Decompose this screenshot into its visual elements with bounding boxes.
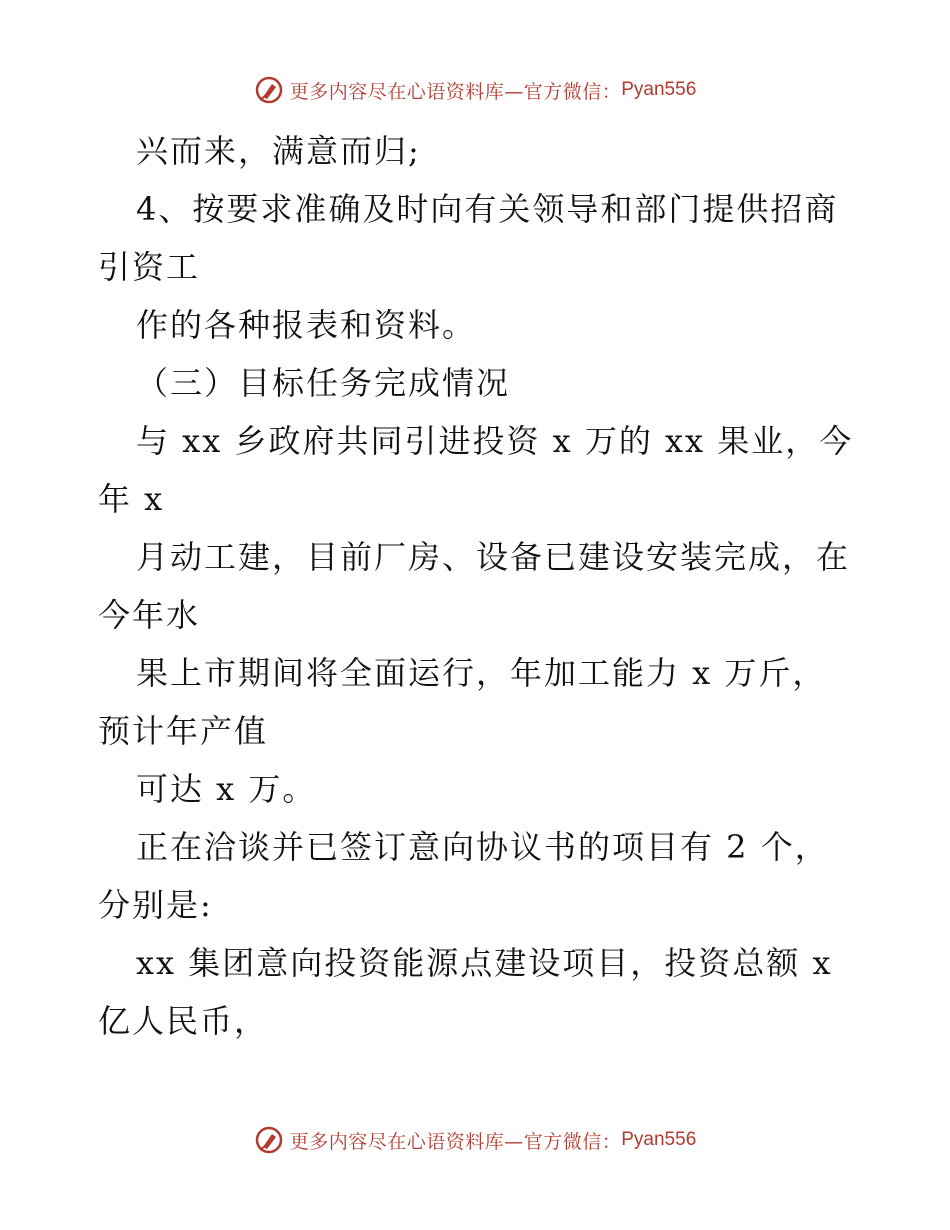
text-line: 可达 x 万。 bbox=[136, 770, 317, 808]
section-heading: （三）目标任务完成情况 bbox=[136, 364, 511, 402]
text-line: 月动工建，目前厂房、设备已建设安装完成，在 bbox=[136, 538, 851, 576]
text-line: 引资工 bbox=[98, 248, 201, 286]
text-line: 今年水 bbox=[98, 596, 201, 634]
text-line: 年 x bbox=[98, 480, 165, 518]
footer-banner-text: 更多内容尽在心语资料库—官方微信： bbox=[289, 1130, 622, 1153]
pen-nib-logo-icon bbox=[254, 1125, 284, 1155]
header-wechat-id: Pyan556 bbox=[621, 79, 697, 100]
header-banner bbox=[0, 70, 950, 110]
text-line: 果上市期间将全面运行，年加工能力 x 万斤， bbox=[136, 654, 827, 692]
text-line: 预计年产值 bbox=[98, 712, 269, 750]
text-line: xx 集团意向投资能源点建设项目，投资总额 x bbox=[136, 944, 833, 982]
footer-banner bbox=[0, 1120, 950, 1160]
footer-wechat-id: Pyan556 bbox=[621, 1129, 697, 1150]
text-line: 4、按要求准确及时向有关领导和部门提供招商 bbox=[136, 190, 839, 228]
document-body bbox=[98, 122, 878, 1050]
header-banner-text: 更多内容尽在心语资料库—官方微信： bbox=[289, 80, 622, 103]
text-line: 作的各种报表和资料。 bbox=[136, 306, 477, 344]
text-line: 正在洽谈并已签订意向协议书的项目有 2 个， bbox=[136, 828, 829, 866]
pen-nib-logo-icon bbox=[254, 75, 284, 105]
text-line: 与 xx 乡政府共同引进投资 x 万的 xx 果业，今 bbox=[136, 422, 854, 460]
text-line: 亿人民币， bbox=[98, 1002, 269, 1040]
text-line: 分别是: bbox=[98, 886, 213, 924]
text-line: 兴而来，满意而归; bbox=[136, 132, 421, 170]
